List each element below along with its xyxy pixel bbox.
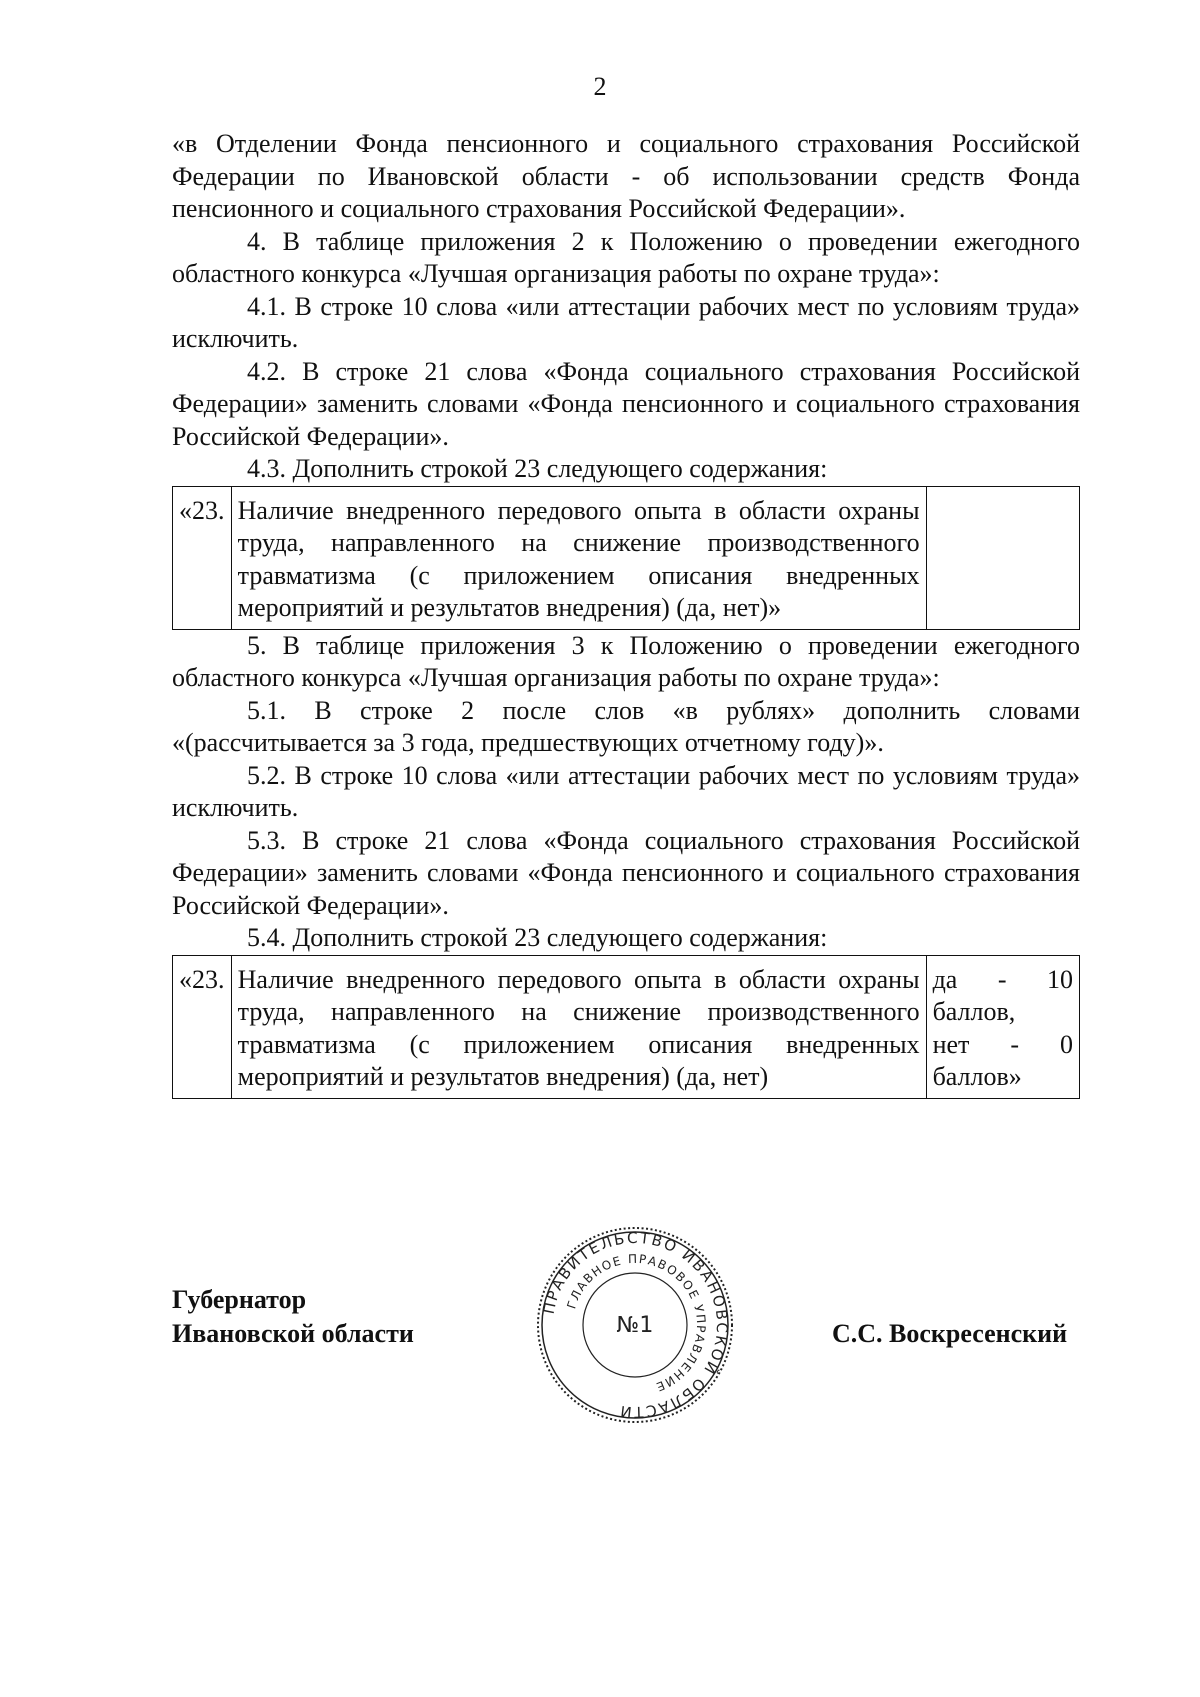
score-no-label: нет — [932, 1029, 970, 1059]
score-cell-empty — [926, 486, 1079, 629]
score-dash: - — [997, 964, 1007, 994]
section-5-1: 5.1. В строке 2 после слов «в рублях» дополнить словами «(рассчитывается за 3 года, предшествующих отчетному году)». — [172, 695, 1080, 757]
score-yes-value: 10 — [1046, 964, 1073, 994]
table-row — [173, 955, 1080, 1098]
row-number-cell: «23. — [173, 486, 232, 629]
signatory-title-line2: Ивановской области — [172, 1319, 414, 1348]
section-4-3: 4.3. Дополнить строкой 23 следующего содержания: — [247, 454, 828, 483]
table-row — [173, 486, 1080, 629]
seal-graphic — [535, 1225, 735, 1425]
section-5-3: 5.3. В строке 21 слова «Фонда социального страхования Российской Федерации» заменить словами «Фонда пенсионного и социального страхования Российской Федерации». — [172, 825, 1080, 920]
section-5-intro: 5. В таблице приложения 3 к Положению о проведении ежегодного областного конкурса «Лучшая организация работы по охране труда»: — [172, 630, 1080, 692]
section-5-2: 5.2. В строке 10 слова «или аттестации рабочих мест по условиям труда» исключить. — [172, 760, 1080, 822]
score-yes-label: да — [932, 964, 958, 994]
paragraph-continuation: «в Отделении Фонда пенсионного и социального страхования Российской Федерации по Ивановской области - об использовании средств Фонда пенсионного и социального страхования Российской Федерации». — [172, 129, 1080, 223]
amendment-table-5 — [172, 955, 1080, 1099]
section-4-1: 4.1. В строке 10 слова «или аттестации рабочих мест по условиям труда» исключить. — [172, 291, 1080, 353]
signatory-title — [172, 1283, 414, 1351]
seal-number: №1 — [616, 1313, 654, 1338]
seal-outer-text: ПРАВИТЕЛЬСТВО ИВАНОВСКОЙ ОБЛАСТИ — [539, 1228, 732, 1422]
seal-inner-text: ГЛАВНОЕ ПРАВОВОЕ УПРАВЛЕНИЕ — [564, 1251, 709, 1395]
signatory-name: С.С. Воскресенский — [832, 1319, 1068, 1348]
section-4-2: 4.2. В строке 21 слова «Фонда социального страхования Российской Федерации» заменить словами «Фонда пенсионного и социального страхования Российской Федерации». — [172, 356, 1080, 451]
row-number-cell: «23. — [173, 955, 232, 1098]
amendment-table-4 — [172, 486, 1080, 630]
signatory-title-line1: Губернатор — [172, 1285, 307, 1314]
official-seal — [535, 1225, 735, 1425]
score-dash: - — [1010, 1029, 1020, 1059]
section-5-4: 5.4. Дополнить строкой 23 следующего содержания: — [247, 923, 828, 952]
criterion-cell: Наличие внедренного передового опыта в области охраны труда, направленного на снижение производственного травматизма (с приложением описания внедренных мероприятий и результатов внедрения) (да, нет) — [231, 955, 926, 1098]
section-4-intro: 4. В таблице приложения 2 к Положению о проведении ежегодного областного конкурса «Лучшая организация работы по охране труда»: — [172, 226, 1080, 288]
score-yes-unit: баллов, — [932, 997, 1016, 1026]
score-cell — [926, 955, 1079, 1098]
page-number: 2 — [593, 72, 607, 101]
score-no-unit: баллов» — [932, 1062, 1022, 1091]
score-yes-line — [933, 964, 1073, 997]
score-no-value: 0 — [1060, 1029, 1073, 1059]
criterion-cell: Наличие внедренного передового опыта в области охраны труда, направленного на снижение производственного травматизма (с приложением описания внедренных мероприятий и результатов внедрения) (да, нет)» — [231, 486, 926, 629]
score-no-line — [933, 1029, 1073, 1062]
document-body — [172, 128, 1080, 1099]
